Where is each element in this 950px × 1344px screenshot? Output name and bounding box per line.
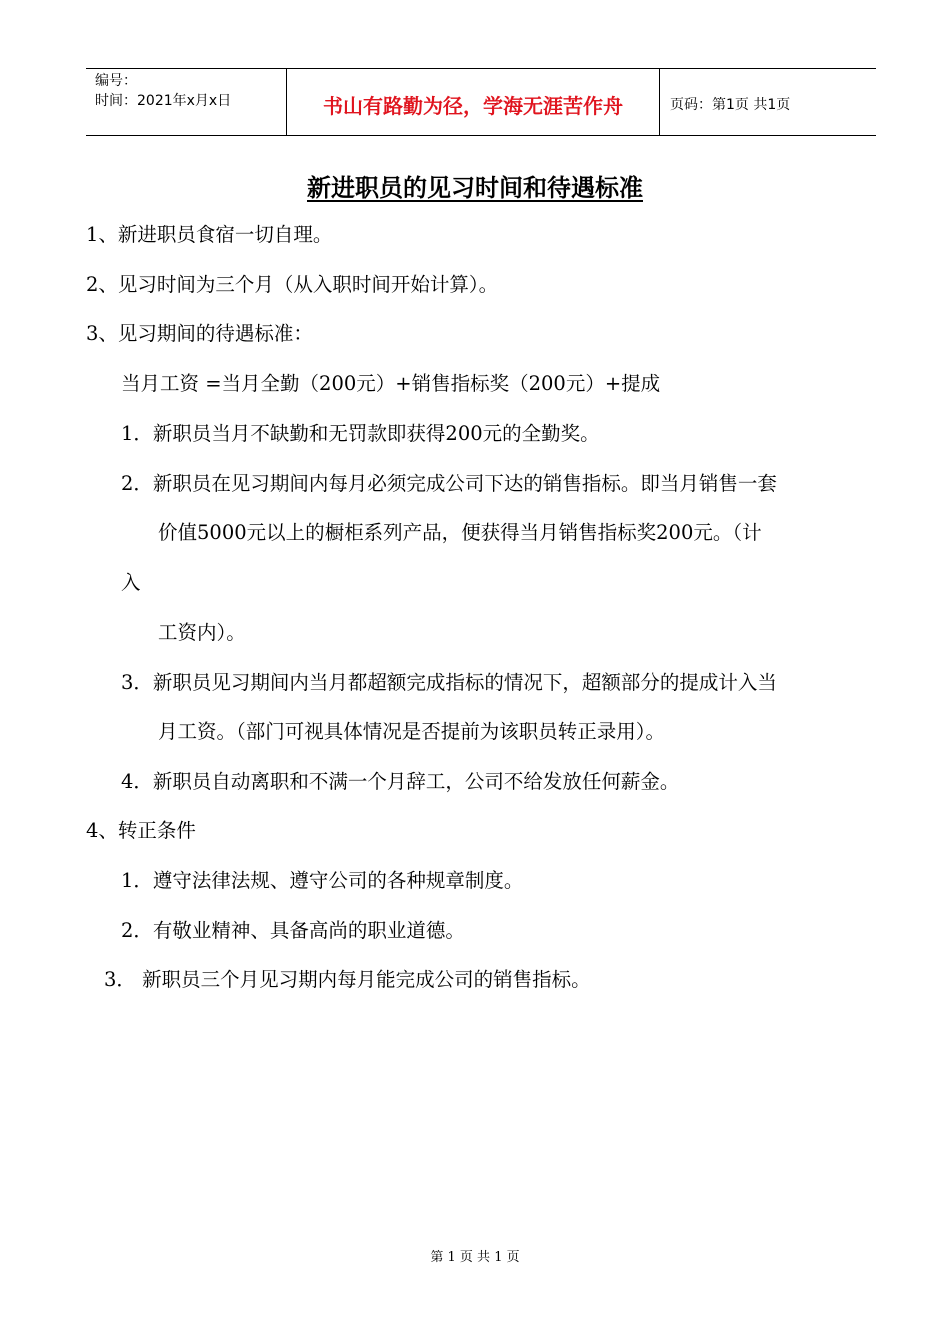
sub-item-3-2-line-3: 入 <box>121 571 141 594</box>
sub-item-3-3-line-1: 3．新职员见习期间内当月都超额完成指标的情况下，超额部分的提成计入当 <box>121 671 777 694</box>
date-label: 时间：2021年x月x日 <box>95 93 232 109</box>
doc-number-label: 编号： <box>95 73 137 89</box>
document-title <box>0 168 950 203</box>
sub-item-3-1: 1．新职员当月不缺勤和无罚款即获得200元的全勤奖。 <box>121 422 600 445</box>
header-page-info: 页码：第1页 共1页 <box>670 97 791 113</box>
item-3: 3、见习期间的待遇标准： <box>86 322 313 345</box>
sub-item-3-2-line-4: 工资内）。 <box>158 621 246 644</box>
sub-item-3-3-line-2: 月工资。（部门可视具体情况是否提前为该职员转正录用）。 <box>158 720 666 743</box>
sub-item-4-3: 3． 新职员三个月见习期内每月能完成公司的销售指标。 <box>104 968 591 991</box>
salary-formula: 当月工资 =当月全勤（200元）+销售指标奖（200元）+提成 <box>121 372 661 395</box>
sub-item-4-2: 2．有敬业精神、具备高尚的职业道德。 <box>121 919 465 942</box>
document-header <box>86 68 876 136</box>
item-1: 1、新进职员食宿一切自理。 <box>86 223 333 246</box>
page-footer: 第 1 页 共 1 页 <box>430 1250 520 1265</box>
sub-item-4-1: 1．遵守法律法规、遵守公司的各种规章制度。 <box>121 869 524 892</box>
item-2: 2、见习时间为三个月（从入职时间开始计算）。 <box>86 273 499 296</box>
header-motto: 书山有路勤为径，学海无涯苦作舟 <box>287 69 660 135</box>
item-4: 4、转正条件 <box>86 819 196 842</box>
sub-item-3-2-line-1: 2．新职员在见习期间内每月必须完成公司下达的销售指标。即当月销售一套 <box>121 472 777 495</box>
sub-item-3-2-line-2: 价值5000元以上的橱柜系列产品，便获得当月销售指标奖200元。（计 <box>158 521 762 544</box>
document-title-text: 新进职员的见习时间和待遇标准 <box>307 174 643 202</box>
sub-item-3-4: 4．新职员自动离职和不满一个月辞工，公司不给发放任何薪金。 <box>121 770 680 793</box>
header-meta <box>86 69 287 135</box>
